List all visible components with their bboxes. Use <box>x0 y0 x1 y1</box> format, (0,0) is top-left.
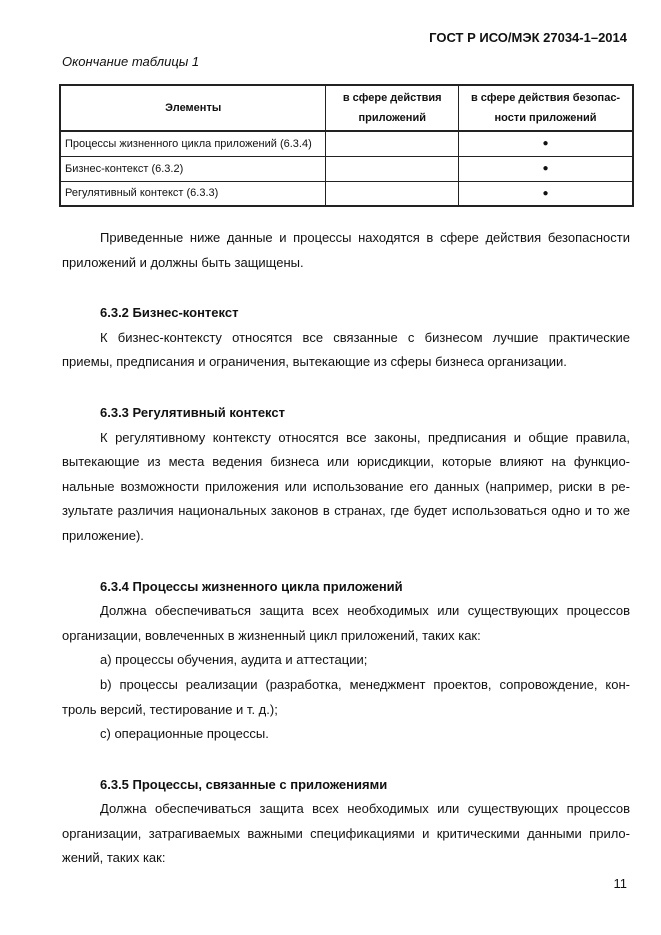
document-body <box>62 226 630 871</box>
table-header-row <box>60 85 633 131</box>
list-item: c) операционные процессы. <box>100 726 269 742</box>
row-name: Бизнес-контекст (6.3.2) <box>60 156 326 181</box>
row-security-scope-bullet: ● <box>459 156 633 181</box>
table-row <box>60 131 633 156</box>
page-number: 11 <box>613 876 627 891</box>
row-security-scope-bullet: ● <box>459 181 633 206</box>
section-heading-6-3-4: 6.3.4 Процессы жизненного цикла приложений <box>100 578 403 594</box>
row-name: Регулятивный контекст (6.3.3) <box>60 181 326 206</box>
section-heading-6-3-2: 6.3.2 Бизнес-контекст <box>100 305 239 321</box>
column-header-app-scope: в сфере действия приложений <box>326 85 459 131</box>
section-text-6-3-5: Должна обеспечиваться защита всех необходимых или существующих процессов организации, затрагиваемых важными спецификациями и критическими данными прило-жений, таких как: <box>62 801 630 866</box>
row-app-scope <box>326 156 459 181</box>
list-item: b) процессы реализации (разработка, менеджмент проектов, сопровождение, кон-троль версий, тестирование и т. д.); <box>62 676 630 717</box>
column-header-elements: Элементы <box>60 85 326 131</box>
elements-table <box>59 84 634 207</box>
section-text-6-3-4: Должна обеспечиваться защита всех необходимых или существующих процессов организации, вовлеченных в жизненный цикл приложений, таких как: <box>62 603 630 643</box>
section-heading-6-3-5: 6.3.5 Процессы, связанные с приложениями <box>100 776 388 792</box>
section-text-6-3-3: К регулятивному контексту относятся все законы, предписания и общие правила, вытекающие из места ведения бизнеса или юрисдикции, которые влияют на функцио-нальные возможности приложения или использование его данных (например, риски в ре-зультате различия национальных законов в странах, где будет использоваться одно и то же приложение). <box>62 429 630 543</box>
list-item: a) процессы обучения, аудита и аттестации; <box>100 652 368 668</box>
section-text-6-3-2: К бизнес-контексту относятся все связанные с бизнесом лучшие практические приемы, предписания и ограничения, вытекающие из сферы бизнеса организации. <box>62 329 630 370</box>
table-caption: Окончание таблицы 1 <box>62 54 200 69</box>
row-name: Процессы жизненного цикла приложений (6.3.4) <box>60 131 326 156</box>
row-app-scope <box>326 131 459 156</box>
table-row <box>60 181 633 206</box>
document-header: ГОСТ Р ИСО/МЭК 27034-1–2014 <box>429 30 627 45</box>
column-header-security-scope: в сфере действия безопас-ности приложений <box>459 85 633 131</box>
intro-paragraph: Приведенные ниже данные и процессы находятся в сфере действия безопасности приложений и должны быть защищены. <box>62 230 630 270</box>
row-app-scope <box>326 181 459 206</box>
table-row <box>60 156 633 181</box>
row-security-scope-bullet: ● <box>459 131 633 156</box>
section-heading-6-3-3: 6.3.3 Регулятивный контекст <box>100 404 285 420</box>
